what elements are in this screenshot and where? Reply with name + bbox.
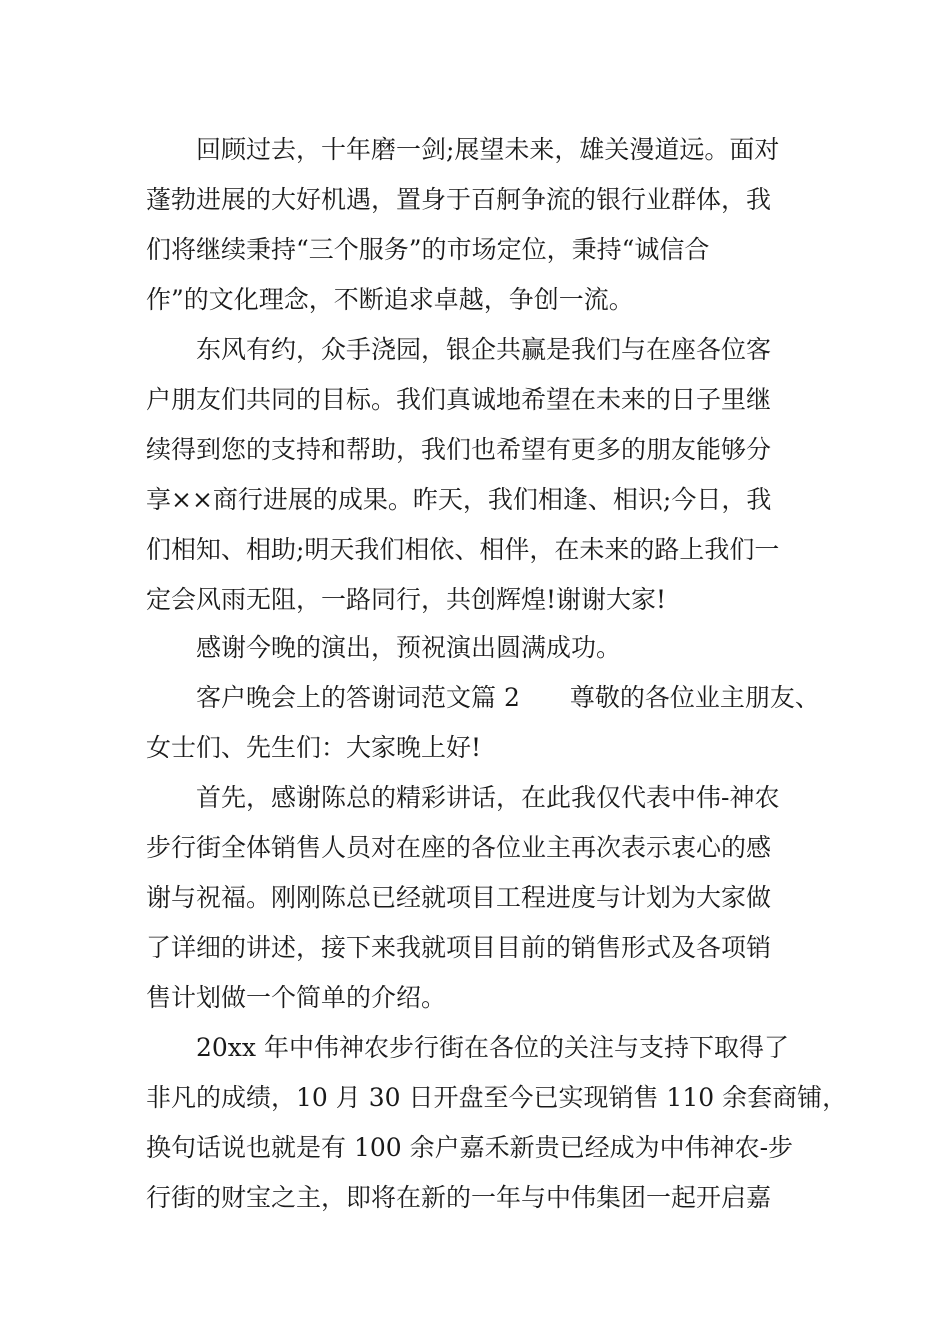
text-line: 谢与祝福。刚刚陈总已经就项目工程进度与计划为大家做 [146, 883, 772, 912]
text-line: 享××商行进展的成果。昨天，我们相逢、相识;今日，我 [146, 485, 772, 514]
text-line: 们相知、相助;明天我们相依、相伴，在未来的路上我们一 [146, 535, 780, 564]
text-line: 作”的文化理念，不断追求卓越，争创一流。 [146, 285, 634, 314]
text-line: 换句话说也就是有 100 余户嘉禾新贵已经成为中伟神农-步 [146, 1133, 794, 1162]
text-line: 客户晚会上的答谢词范文篇 2 尊敬的各位业主朋友、 [196, 683, 820, 712]
text-line: 蓬勃进展的大好机遇，置身于百舸争流的银行业群体，我 [146, 185, 772, 214]
text-line: 续得到您的支持和帮助，我们也希望有更多的朋友能够分 [146, 435, 772, 464]
text-line: 定会风雨无阻，一路同行，共创辉煌!谢谢大家! [146, 585, 667, 614]
text-line: 非凡的成绩，10 月 30 日开盘至今已实现销售 110 余套商铺， [146, 1083, 848, 1112]
text-line: 们将继续秉持“三个服务”的市场定位，秉持“诚信合 [146, 235, 710, 264]
text-line: 户朋友们共同的目标。我们真诚地希望在未来的日子里继 [146, 385, 772, 414]
text-line: 步行街全体销售人员对在座的各位业主再次表示衷心的感 [146, 833, 772, 862]
text-line: 20xx 年中伟神农步行街在各位的关注与支持下取得了 [196, 1033, 789, 1062]
text-line: 感谢今晚的演出，预祝演出圆满成功。 [196, 633, 622, 662]
text-line: 回顾过去，十年磨一剑;展望未来，雄关漫道远。面对 [196, 135, 780, 164]
text-line: 首先，感谢陈总的精彩讲话，在此我仅代表中伟-神农 [196, 783, 780, 812]
text-line: 售计划做一个简单的介绍。 [146, 983, 447, 1012]
text-line: 行街的财宝之主，即将在新的一年与中伟集团一起开启嘉 [146, 1183, 772, 1212]
text-line: 东风有约，众手浇园，银企共赢是我们与在座各位客 [196, 335, 772, 364]
text-line: 女士们、先生们：大家晚上好! [146, 733, 482, 762]
text-line: 了详细的讲述，接下来我就项目目前的销售形式及各项销 [146, 933, 772, 962]
